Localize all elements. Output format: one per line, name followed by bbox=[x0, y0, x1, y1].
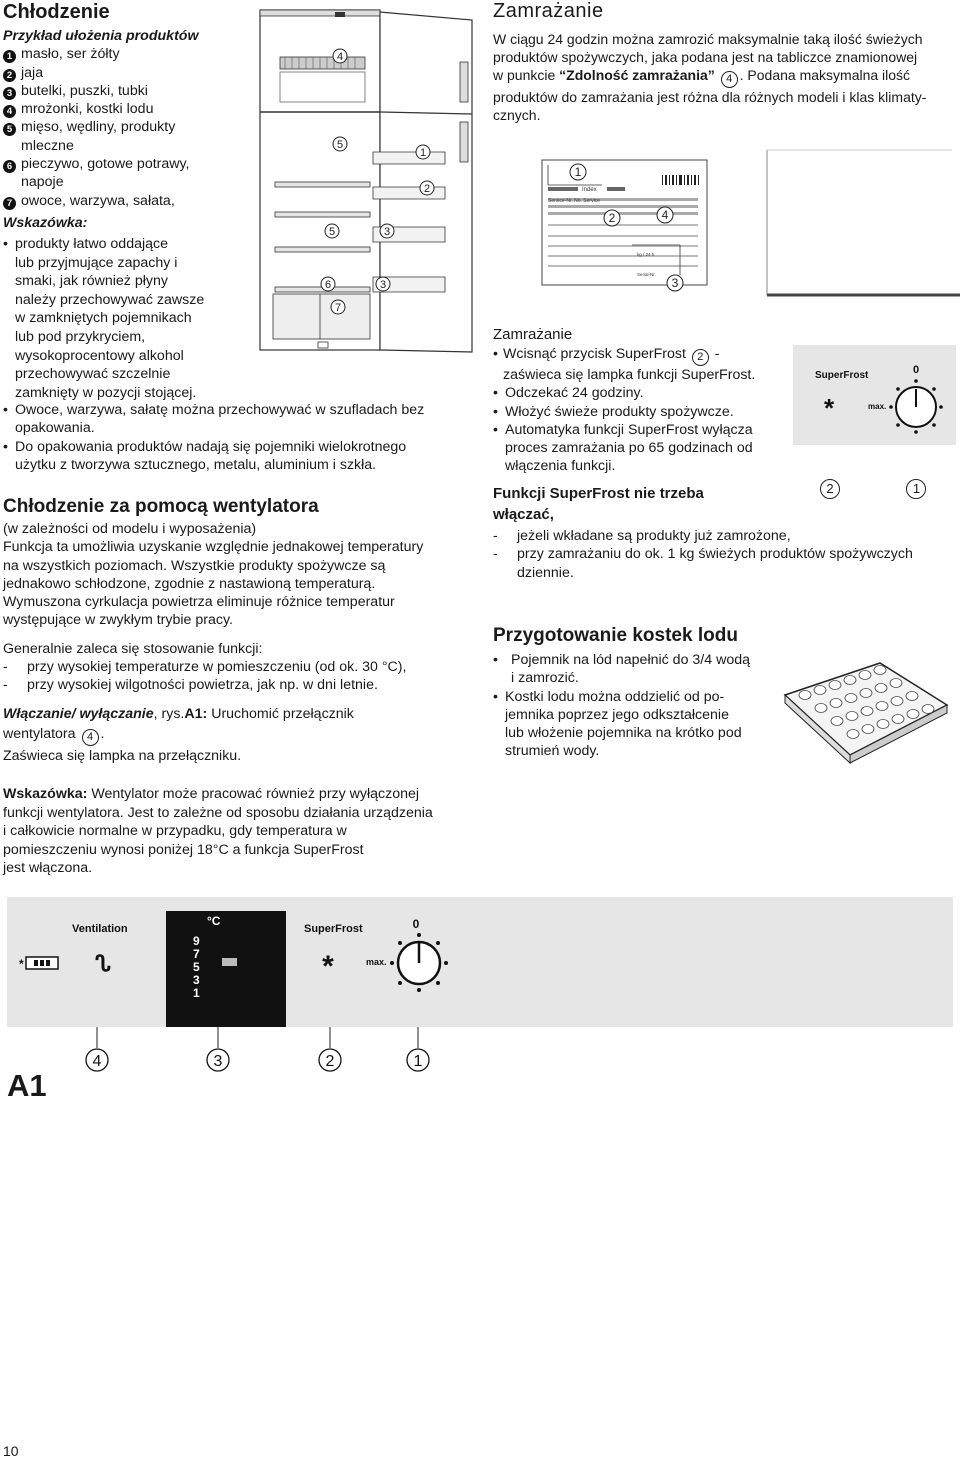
superfrost-heading-line: Funkcji SuperFrost nie trzeba bbox=[493, 485, 704, 502]
superfrost-panel-button[interactable] bbox=[322, 950, 334, 983]
superfrost-heading bbox=[493, 483, 958, 525]
ice-step-line: i zamrozić. bbox=[511, 670, 579, 687]
ice-cube-cell bbox=[830, 699, 842, 708]
fan-line: Wymuszona cyrkulacja powietrza eliminuje różnice temperatur bbox=[3, 594, 395, 611]
note-line: Wentylator może pracować również przy wyłączonej bbox=[87, 786, 420, 802]
svg-text:4: 4 bbox=[336, 51, 344, 63]
ice-cube-cell bbox=[847, 730, 859, 739]
fan-title: Chłodzenie za pomocą wentylatora bbox=[3, 496, 319, 517]
legend-number-badge: 6 bbox=[3, 160, 16, 173]
legend-text: mięso, wędliny, produkty bbox=[21, 119, 176, 136]
freezing-steps-heading: Zamrażanie bbox=[493, 326, 573, 343]
callout-1: 1 bbox=[906, 479, 926, 499]
step-text: Automatyka funkcji SuperFrost wyłącza bbox=[505, 421, 753, 438]
plate-kg-label: kg / 24 h bbox=[637, 252, 655, 257]
fan-line: występujące w zwykłym trybie pracy. bbox=[3, 612, 233, 629]
example-heading: Przykład ułożenia produktów bbox=[3, 28, 199, 44]
ice-cube-cell bbox=[874, 666, 886, 675]
legend-number-badge: 3 bbox=[3, 87, 16, 100]
svg-text:5: 5 bbox=[336, 139, 344, 151]
switch-action: Uruchomić przełącznik bbox=[207, 705, 354, 722]
svg-text:3: 3 bbox=[379, 279, 387, 291]
temperature-value: 3 bbox=[193, 973, 200, 987]
ice-cube-cell bbox=[877, 720, 889, 729]
intro-line: produktów do zamrażania jest różna dla różnych modeli i klas klimaty- bbox=[493, 89, 927, 105]
hint-line: w zamkniętych pojemnikach bbox=[15, 310, 192, 327]
section-cooling bbox=[3, 0, 110, 23]
ice-step-release bbox=[493, 688, 793, 761]
intro-line: produktów spożywczych, jaka podana jest na tabliczce znamionowej bbox=[493, 49, 918, 65]
bullet-vegetables-line1: Owoce, warzywa, sałatę można przechowywać w szufladach bez bbox=[15, 402, 425, 418]
legend-item bbox=[3, 100, 253, 118]
note-line: pomieszczeniu wynosi poniżej 18°C a funkcja SuperFrost bbox=[3, 841, 364, 858]
step-text: włączenia funkcji. bbox=[505, 458, 616, 475]
ice-title: Przygotowanie kostek lodu bbox=[493, 625, 738, 646]
svg-text:6: 6 bbox=[324, 279, 332, 291]
plate-serial-label: Serial-Nr. bbox=[637, 272, 656, 277]
step-text: zaświeca się lampka funkcji SuperFrost. bbox=[503, 367, 756, 383]
ice-cube-cell bbox=[829, 681, 841, 690]
panel-max-label: max. bbox=[366, 957, 387, 967]
superfrost-panel-small bbox=[793, 345, 956, 445]
intro-line: cznych. bbox=[493, 107, 541, 123]
fan-line: jednakowo schłodzone, zgodnie z nastawioną temperaturą. bbox=[3, 575, 376, 592]
ice-step-line: Kostki lodu można oddzielić od po- bbox=[505, 688, 725, 705]
hint-line: zamknięty w pozycji stojącej. bbox=[15, 384, 197, 401]
note-line: jest włączona. bbox=[3, 860, 93, 877]
recommend-item: - przy wysokiej wilgotności powietrza, jak np. w dni letnie. bbox=[3, 676, 473, 694]
temperature-display bbox=[166, 911, 286, 1027]
superfrost-label: SuperFrost bbox=[815, 370, 869, 381]
recommend-text: Generalnie zaleca się stosowanie funkcji: bbox=[3, 640, 263, 657]
legend-item bbox=[3, 64, 253, 82]
legend-text: pieczywo, gotowe potrawy, bbox=[21, 156, 190, 173]
note-line: i całkowicie normalne w przypadku, gdy temperatura w bbox=[3, 823, 347, 840]
intro-line: W ciągu 24 godzin można zamrozić maksymalnie taką ilość świeżych bbox=[493, 31, 923, 47]
fan-line: Funkcja ta umożliwia uzyskanie względnie jednakowej temperatury bbox=[3, 539, 424, 556]
page-number: 10 bbox=[3, 1443, 19, 1459]
note-line: funkcji wentylatora. Jest to zależne od sposobu działania urządzenia bbox=[3, 804, 433, 821]
ventilation-button[interactable] bbox=[95, 951, 111, 976]
ice-cube-cell bbox=[846, 712, 858, 721]
bullet-containers bbox=[3, 438, 473, 475]
fan-section bbox=[3, 496, 473, 766]
switch-period: . bbox=[100, 725, 105, 742]
ice-cube-cell bbox=[876, 702, 888, 711]
legend-number-badge: 7 bbox=[3, 197, 16, 210]
step-insert: • Włożyć świeże produkty spożywcze. bbox=[493, 403, 793, 421]
legend-item bbox=[3, 45, 253, 63]
legend-number-badge: 2 bbox=[3, 69, 16, 82]
step-automatic bbox=[493, 421, 793, 476]
panel-callout-4: 4 bbox=[92, 1053, 102, 1070]
celsius-label: °C bbox=[207, 914, 221, 928]
superfrost-case-line: przy zamrażaniu do ok. 1 kg świeżych produktów spożywczych bbox=[517, 546, 913, 563]
switch-ref: , rys. bbox=[153, 705, 185, 722]
panel-callout-1: 1 bbox=[413, 1053, 423, 1070]
ice-cube-cell bbox=[907, 710, 919, 719]
fridge-illustration bbox=[240, 2, 480, 360]
freezer-rack bbox=[280, 57, 365, 69]
crisper-drawer bbox=[273, 294, 370, 339]
bullet-containers-line2: użytku z tworzywa sztucznego, metalu, aluminium i szkła. bbox=[15, 456, 377, 473]
intro-line: . Podana maksymalna ilość bbox=[739, 67, 911, 83]
legend-list bbox=[3, 45, 253, 210]
ice-cube-cell bbox=[845, 694, 857, 703]
ice-cube-cell bbox=[815, 704, 827, 713]
hint-line: wysokoprocentowy alkohol bbox=[15, 347, 184, 364]
panel-zero-label: 0 bbox=[412, 917, 420, 931]
note-label: Wskazówka: bbox=[3, 786, 88, 802]
hint-line: lub pod przykryciem, bbox=[15, 328, 146, 345]
legend-text: mrożonki, kostki lodu bbox=[21, 101, 154, 118]
ice-step-line: lub włożenie pojemnika na krótko pod bbox=[505, 725, 742, 742]
legend-text: butelki, puszki, tubki bbox=[21, 82, 148, 99]
temperature-value: 1 bbox=[193, 986, 200, 1000]
plate-index-label: Index bbox=[582, 187, 597, 193]
ice-cube-cell bbox=[799, 691, 811, 700]
freezing-capacity-term: “Zdolność zamrażania” bbox=[559, 67, 715, 83]
fan-description bbox=[3, 520, 473, 630]
legend-number-badge: 5 bbox=[3, 123, 16, 136]
legend-item bbox=[3, 118, 253, 136]
switch-lamp-text: Zaświeca się lampka na przełączniku. bbox=[3, 747, 242, 764]
hint-line: lub przyjmujące zapachy i bbox=[15, 254, 178, 271]
legend-number-badge: 1 bbox=[3, 50, 16, 63]
panel-callout-2: 2 bbox=[325, 1053, 335, 1070]
dial-max-label: max. bbox=[868, 402, 887, 411]
superfrost-button[interactable] bbox=[824, 393, 835, 423]
callout-2-inline: 2 bbox=[692, 349, 709, 366]
svg-text:*: * bbox=[19, 957, 24, 971]
step-press-superfrost bbox=[493, 345, 793, 384]
callout-4-inline: 4 bbox=[82, 729, 99, 746]
legend-text: napoje bbox=[21, 174, 64, 191]
bullet-containers-line1: Do opakowania produktów nadają się pojemniki wielokrotnego bbox=[15, 438, 407, 455]
temperature-value: 9 bbox=[193, 934, 200, 948]
plate-callout-1: 1 bbox=[574, 165, 582, 179]
hint-bullet bbox=[3, 235, 263, 402]
legend-item bbox=[3, 137, 253, 155]
superfrost-panel-label: SuperFrost bbox=[304, 923, 363, 935]
snowflake-icon: * bbox=[322, 950, 334, 983]
indicator-icon bbox=[19, 957, 58, 971]
bullet-vegetables bbox=[3, 401, 473, 438]
legend-text: jaja bbox=[21, 64, 44, 81]
ice-cube-cell bbox=[844, 676, 856, 685]
step-text: proces zamrażania po 65 godzinach od bbox=[505, 440, 753, 457]
legend-text: mleczne bbox=[21, 137, 74, 154]
ice-cube-cell bbox=[890, 679, 902, 688]
callout-2: 2 bbox=[820, 479, 840, 499]
plate-callout-2: 2 bbox=[608, 211, 616, 225]
snowflake-icon: * bbox=[823, 393, 835, 423]
section-freezing bbox=[493, 0, 958, 124]
ice-step-fill bbox=[493, 651, 793, 688]
superfrost-case: - jeżeli wkładane są produkty już zamrożone, bbox=[493, 527, 958, 545]
svg-text:5: 5 bbox=[328, 226, 336, 238]
freezing-intro bbox=[493, 30, 958, 124]
legend-item bbox=[3, 192, 253, 210]
temperature-value: 7 bbox=[193, 947, 200, 961]
hint-block bbox=[3, 213, 263, 402]
callout-connectors bbox=[0, 1027, 960, 1117]
switch-figure-ref: A1: bbox=[184, 705, 208, 722]
hint-heading: Wskazówka: bbox=[3, 215, 88, 231]
legend-item bbox=[3, 173, 253, 191]
control-panel bbox=[7, 897, 953, 1027]
ice-cube-cell bbox=[891, 697, 903, 706]
ice-cube-cell bbox=[831, 717, 843, 726]
ice-cube-cell bbox=[861, 707, 873, 716]
fan-icon: ᔐ bbox=[95, 951, 111, 976]
ice-cube-cell bbox=[892, 715, 904, 724]
ice-step-line: strumień wody. bbox=[505, 743, 600, 760]
superfrost-case bbox=[493, 545, 958, 582]
example-legend bbox=[3, 27, 253, 210]
legend-text: owoce, warzywa, sałata, bbox=[21, 192, 175, 209]
ventilation-label: Ventilation bbox=[72, 923, 128, 935]
superfrost-notes bbox=[493, 483, 958, 582]
ice-step-line: jemnika poprzez jego odkształcenie bbox=[505, 706, 729, 723]
dial-zero-label: 0 bbox=[913, 364, 920, 376]
freezing-steps bbox=[493, 325, 793, 476]
svg-text:7: 7 bbox=[334, 302, 342, 314]
ice-cube-cell bbox=[860, 689, 872, 698]
ice-cube-cell bbox=[814, 686, 826, 695]
panel-callout-3: 3 bbox=[213, 1053, 223, 1070]
step-text: - bbox=[710, 346, 720, 362]
ventilator-note bbox=[3, 785, 483, 878]
ice-tray-illustration bbox=[775, 655, 955, 765]
legend-number-badge: 4 bbox=[3, 105, 16, 118]
hint-line: należy przechowywać zawsze bbox=[15, 291, 205, 308]
plate-callout-4: 4 bbox=[661, 208, 669, 222]
temperature-value: 5 bbox=[193, 960, 200, 974]
note-text bbox=[3, 785, 483, 878]
svg-text:3: 3 bbox=[383, 226, 391, 238]
superfrost-case-line: dziennie. bbox=[517, 564, 574, 581]
step-wait: • Odczekać 24 godziny. bbox=[493, 384, 793, 402]
freezing-title: Zamrażanie bbox=[493, 0, 604, 22]
svg-text:2: 2 bbox=[423, 183, 431, 195]
ice-cube-cell bbox=[862, 725, 874, 734]
temperature-indicator bbox=[222, 958, 237, 966]
plate-callout-3: 3 bbox=[671, 276, 679, 290]
fan-line: (w zależności od modelu i wyposażenia) bbox=[3, 521, 257, 537]
ice-step-line: Pojemnik na lód napełnić do 3/4 wodą bbox=[511, 652, 750, 668]
svg-text:1: 1 bbox=[419, 147, 427, 159]
legend-item bbox=[3, 82, 253, 100]
superfrost-heading-line: włączać, bbox=[493, 506, 554, 523]
ice-cube-cell bbox=[859, 671, 871, 680]
step-text: Wcisnąć przycisk SuperFrost bbox=[503, 346, 686, 362]
intro-line: w punkcie bbox=[493, 67, 560, 83]
rating-plate-illustration bbox=[512, 140, 960, 310]
legend-item bbox=[3, 155, 253, 173]
hint-line: smaki, jak również płyny bbox=[15, 273, 168, 290]
temperature-scale bbox=[193, 934, 200, 1000]
panel-temperature-dial[interactable] bbox=[390, 933, 448, 992]
fan-line: na wszystkich poziomach. Wszystkie produkty spożywcze są bbox=[3, 557, 386, 574]
switch-label: Włączanie/ wyłączanie bbox=[3, 705, 154, 722]
ice-cube-cell bbox=[906, 692, 918, 701]
ice-cube-cell bbox=[875, 684, 887, 693]
ice-cube-section bbox=[493, 625, 793, 761]
legend-text: masło, ser żółty bbox=[21, 46, 120, 63]
ice-cube-cell bbox=[922, 705, 934, 714]
switch-instruction bbox=[3, 704, 473, 766]
plate-service-label: Service-Nr. No. Service bbox=[548, 198, 600, 204]
recommend-item: - przy wysokiej temperaturze w pomieszczeniu (od ok. 30 °C), bbox=[3, 658, 473, 676]
callout-4-inline: 4 bbox=[721, 71, 738, 88]
switch-target: wentylatora bbox=[3, 725, 76, 742]
temperature-dial[interactable] bbox=[889, 379, 943, 434]
hint-line: przechowywać szczelnie bbox=[15, 366, 171, 383]
page-title: Chłodzenie bbox=[3, 1, 110, 23]
hint-line: produkty łatwo oddające bbox=[15, 236, 169, 252]
bullets-block bbox=[3, 401, 473, 474]
bullet-vegetables-line2: opakowania. bbox=[15, 420, 95, 437]
figure-label: A1 bbox=[7, 1068, 47, 1103]
